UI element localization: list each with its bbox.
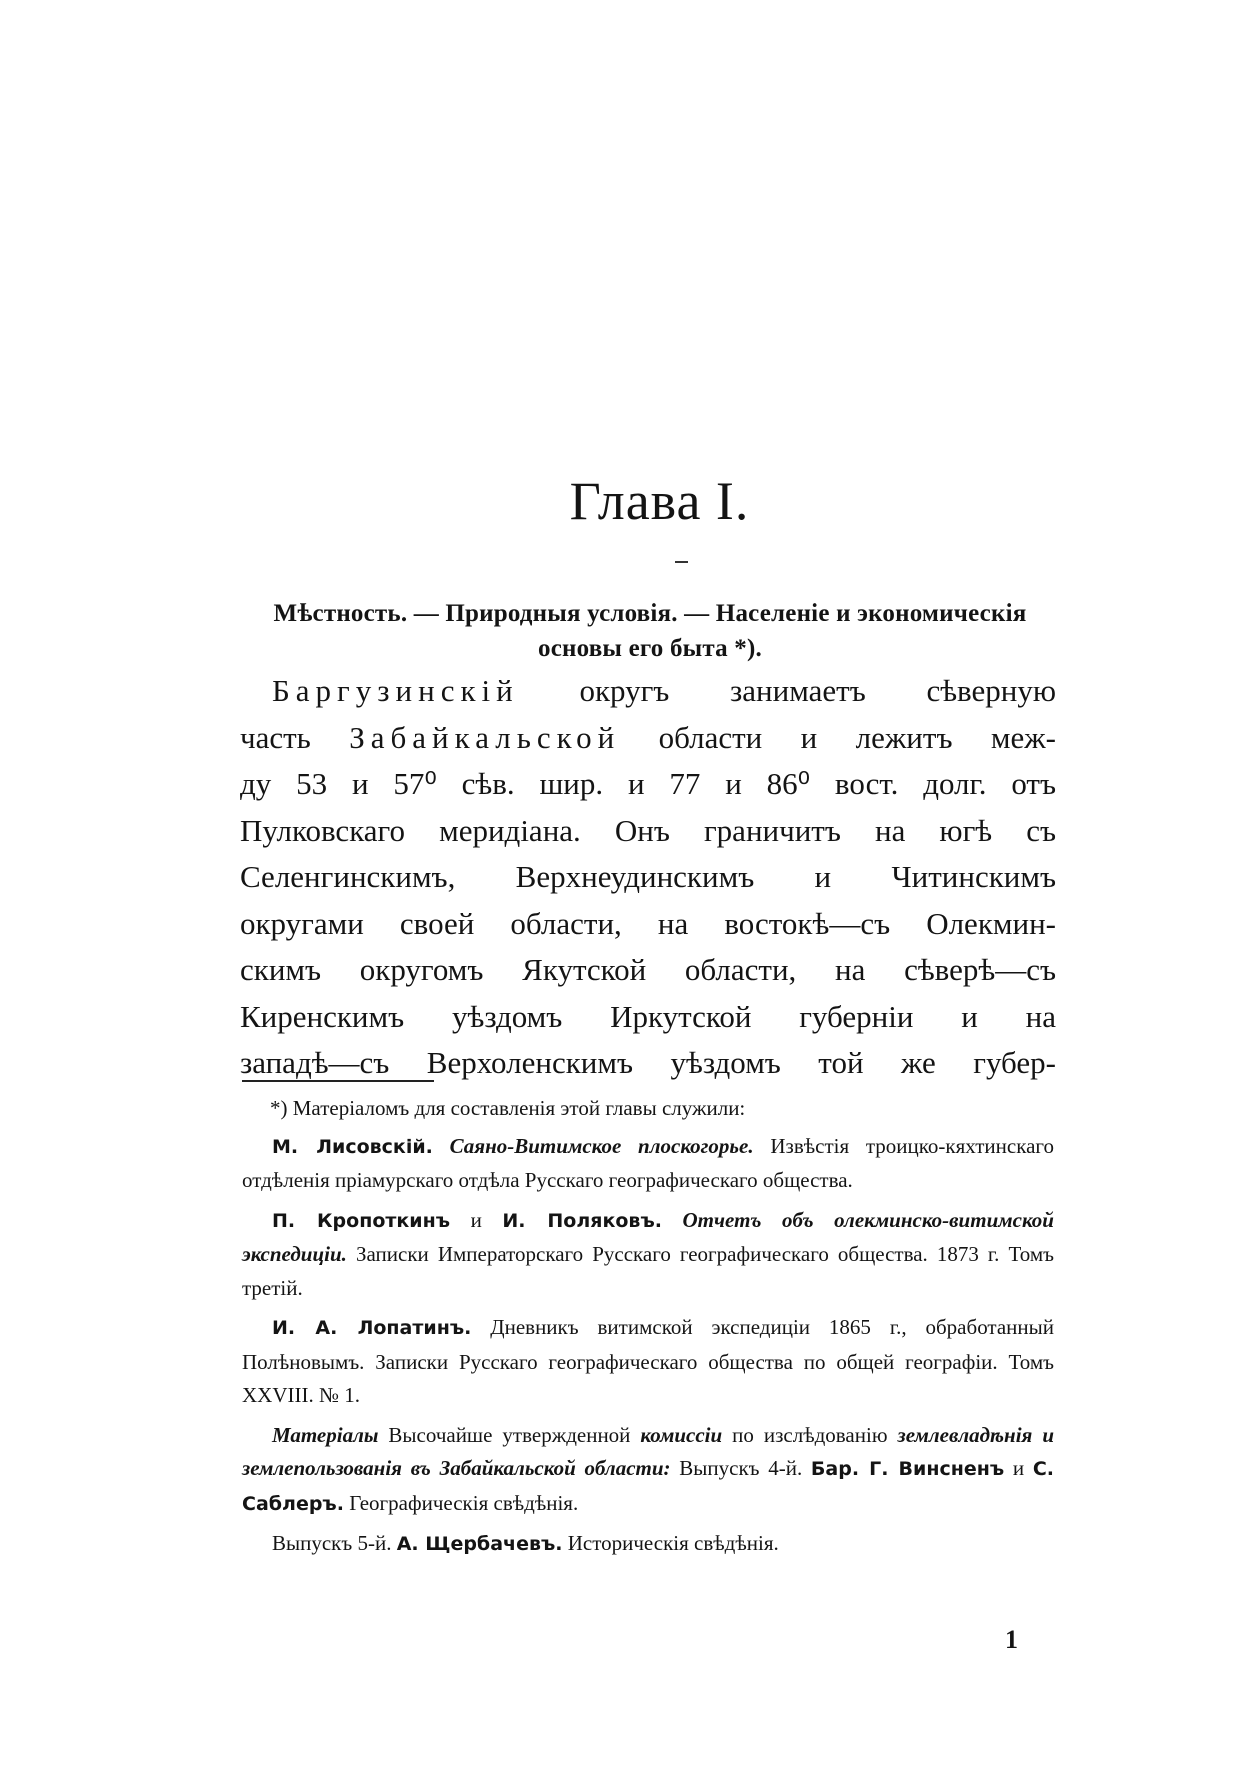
footnote-entry: И. А. Лопатинъ. Дневникъ витимской экспедиціи 1865 г., обработанный Полѣновымъ. Записки Русскаго географическаго общества по общей географіи. Томъ XXVIII. № 1. [242,1315,1054,1407]
body-line: Селенгинскимъ, Верхнеудинскимъ и Читинскимъ [240,859,1056,894]
body-line: скимъ округомъ Якутской области, на сѣверѣ—съ [240,952,1056,987]
body-line: Баргузинскій округъ занимаетъ сѣверную [272,673,1056,708]
chapter-title: Глава I. [569,471,750,531]
footnote-entry: Матеріалы Высочайше утвержденной комиссіи по изслѣдованію землевладѣнія и землепользованія въ Забайкальской области: Выпускъ 4-й. Бар. Г. Винсненъ и С. Саблеръ. Географическія свѣдѣнія. [242,1422,1055,1515]
body-line: часть Забайкальской области и лежитъ меж- [240,719,1057,755]
page-number: 1 [1005,1625,1018,1654]
subtitle-line-2: основы его быта *). [538,635,762,662]
title-dash [675,561,688,563]
subtitle-line-1: Мѣстность. — Природныя условія. — Населеніе и экономическія [273,600,1027,627]
body-line: ду 53 и 57⁰ сѣв. шир. и 77 и 86⁰ вост. долг. отъ [240,766,1056,801]
footnote-intro: *) Матеріаломъ для составленія этой главы служили: [270,1096,746,1120]
footnote-entry: М. Лисовскій. Саяно-Витимское плоскогорье. Извѣстія троицко-кяхтинскаго отдѣленія пріамурскаго отдѣла Русскаго географическаго общества. [242,1133,1055,1192]
body-line: Пулковскаго меридіана. Онъ граничитъ на югѣ съ [240,812,1056,848]
footnote-entry: Выпускъ 5-й. А. Щербачевъ. Историческія свѣдѣнія. [272,1531,779,1555]
footnotes [242,1092,1054,1568]
body-line: Киренскимъ уѣздомъ Иркутской губерніи и на [240,998,1056,1034]
footnote-entry: П. Кропоткинъ и И. Поляковъ. Отчетъ объ олекминско-витимской экспедиціи. Записки Императорскаго Русскаго географическаго общества. 1873 г. Томъ третій. [242,1207,1054,1300]
footnote-rule [242,1080,434,1082]
body-line: округами своей области, на востокѣ—съ Олекмин- [240,905,1056,941]
chapter-subtitle [240,596,1060,666]
body-text [240,668,1056,1087]
body-line: западѣ—съ Верхоленскимъ уѣздомъ той же губер- [240,1045,1056,1080]
